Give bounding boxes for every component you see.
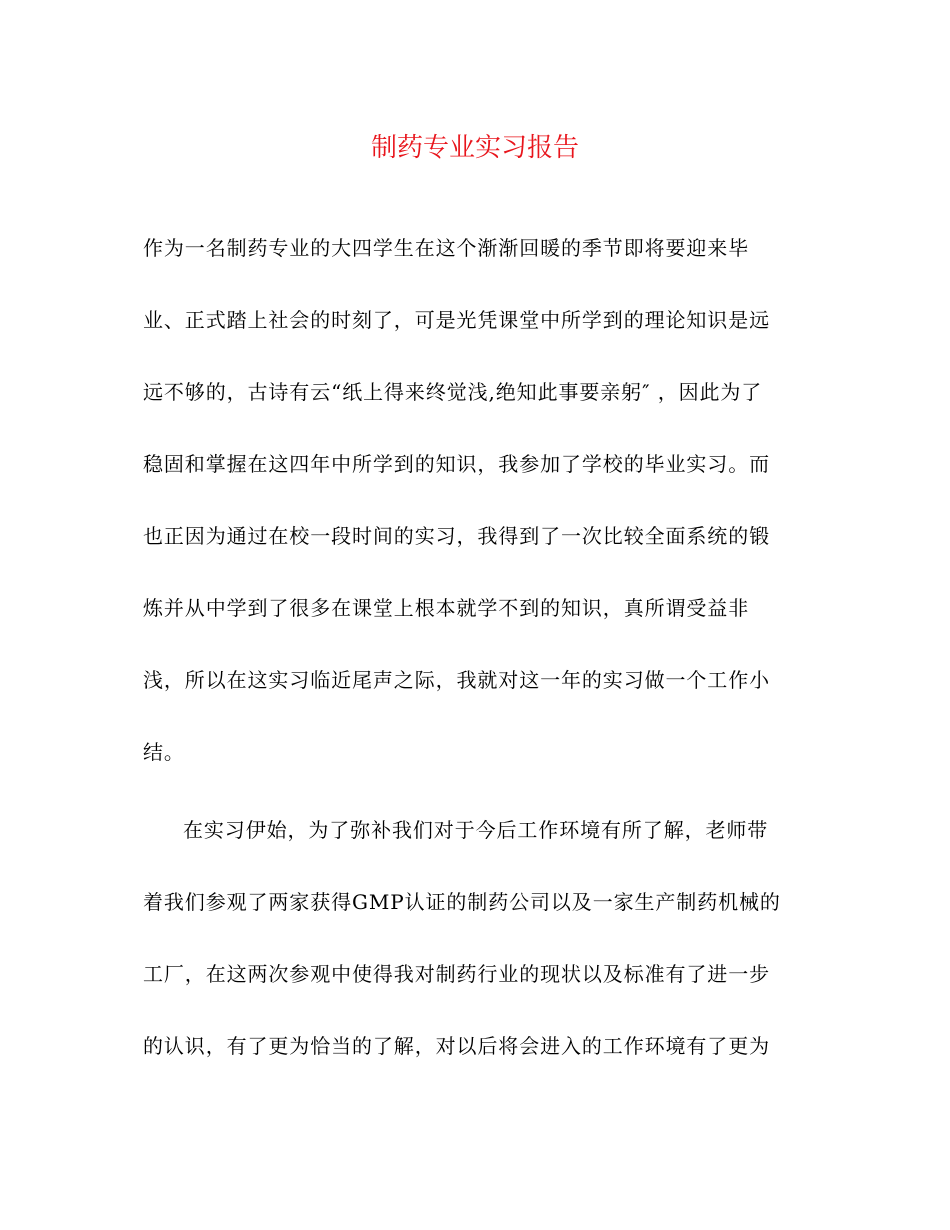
body-line: 浅，所以在这实习临近尾声之际，我就对这一年的实习做一个工作小	[143, 668, 770, 692]
body-line: 的认识，有了更为恰当的了解，对以后将会进入的工作环境有了更为	[143, 1034, 770, 1058]
body-line: 着我们参观了两家获得GMP认证的制药公司以及一家生产制药机械的	[143, 890, 781, 914]
body-line: 稳固和掌握在这四年中所学到的知识，我参加了学校的毕业实习。而	[143, 452, 770, 476]
paragraph-first-line: 在实习伊始，为了弥补我们对于今后工作环境有所了解，老师带	[183, 818, 769, 842]
body-line: 业、正式踏上社会的时刻了，可是光凭课堂中所学到的理论知识是远	[143, 308, 770, 332]
body-line: 结。	[143, 740, 185, 764]
body-line: 也正因为通过在校一段时间的实习，我得到了一次比较全面系统的锻	[143, 524, 770, 548]
document-title: 制药专业实习报告	[370, 133, 579, 163]
body-line: 作为一名制药专业的大四学生在这个渐渐回暖的季节即将要迎来毕	[143, 236, 750, 260]
body-line: 工厂，在这两次参观中使得我对制药行业的现状以及标准有了进一步	[143, 962, 770, 986]
body-line: 远不够的，古诗有云“纸上得来终觉浅,绝知此事要亲躬″ ，因此为了	[143, 380, 763, 404]
body-line: 炼并从中学到了很多在课堂上根本就学不到的知识，真所谓受益非	[143, 596, 750, 620]
